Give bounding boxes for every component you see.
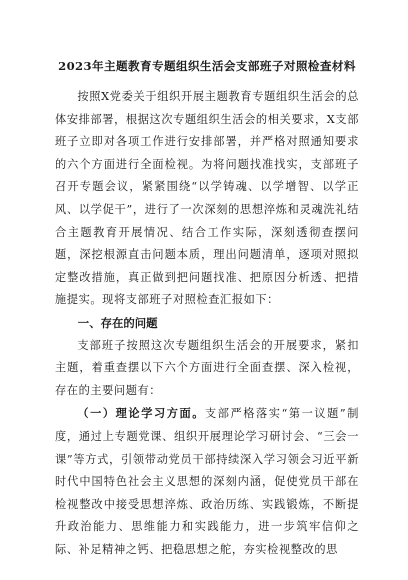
item-theory-heading: （一）理论学习方面。 <box>77 406 205 421</box>
section-heading-problems: 一、存在的问题 <box>77 315 158 330</box>
section-intro-paragraph: 支部班子按照这次专题组织生活会的开展要求，紧扣主题，着重查摆以下六个方面进行全面查摆、深入检视，存在的主要问题有： <box>55 338 359 397</box>
document-title: 2023年主题教育专题组织生活会支部班子对照检查材料 <box>58 59 356 73</box>
item-theory-paragraph <box>55 402 359 561</box>
intro-paragraph: 按照X党委关于组织开展主题教育专题组织生活会的总体安排部署，根据这次专题组织生活会的相关要求，X支部班子立即对各项工作进行安排部署，并严格对照通知要求的六个方面进行全面检视。为将问题找准找实，支部班子召开专题会议，紧紧围绕“以学铸魂、以学增智、以学正风、以学促干”，进行了一次深刻的思想淬炼和灵魂洗礼结合主题教育开展情况、结合工作实际，深刻透彻查摆问题，深挖根源直击问题本质，理出问题清单，逐项对照拟定整改措施，真正做到把问题找准、把原因分析透、把措施提实。现将支部班子对照检查汇报如下： <box>55 90 359 307</box>
item-theory-text: 支部严格落实“第一议题”制度，通过上专题党课、组织开展理论学习研讨会、“三会一课”等方式，引领带动党员干部持续深入学习领会习近平新时代中国特色社会主义思想的深刻内涵，促使党员干部在检视整改中接受思想淬炼、政治历练、实践锻炼，不断提升政治能力、思维能力和实践能力，进一步筑牢信仰之际、补足精神之钙、把稳思想之舵，夯实检视整改的思 <box>55 407 359 556</box>
